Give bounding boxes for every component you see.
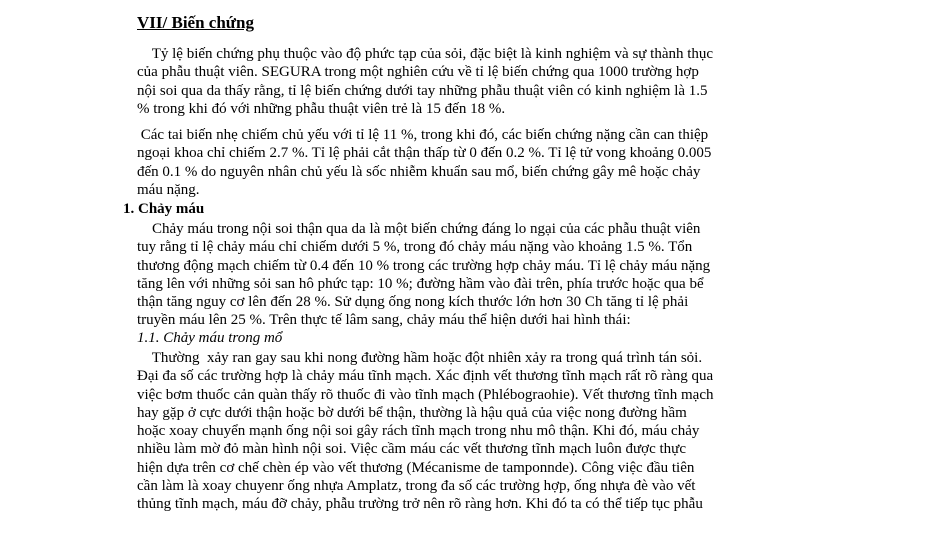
section-title-bleeding: 1. Chảy máu (123, 201, 205, 217)
text-line: Chảy máu trong nội soi thận qua da là một biến chứng đáng lo ngại của các phẫu thuật viên (137, 221, 701, 237)
section-heading: VII/ Biến chứng (137, 13, 254, 32)
text-line: thận tăng nguy cơ lên đến 28 %. Sử dụng ống nong kích thước lớn hơn 30 Ch tăng tỉ lệ phải (137, 294, 689, 311)
text-line: cần làm là xoay chuyenr ống nhựa Amplatz, trong đa số các trường hợp, ống nhựa đè vào vết (137, 478, 696, 495)
text-line: việc bơm thuốc cản quàn thấy rõ thuốc đi vào tĩnh mạch (Phlébograohie). Vết thương tĩnh mạch (137, 386, 714, 403)
text-line: Tỷ lệ biến chứng phụ thuộc vào độ phức tạp của sỏi, đặc biệt là kinh nghiệm và sự thành thục (137, 46, 714, 62)
subsection-title-intraoperative: 1.1. Chảy máu trong mổ (137, 330, 283, 346)
text-line: nhiều làm mờ đỏ màn hình nội soi. Việc cầm máu các vết thương tĩnh mạch luôn được thực (137, 441, 686, 458)
text-line: Đại đa số các trường hợp là chảy máu tĩnh mạch. Xác định vết thương tĩnh mạch rất rõ ràng qua (137, 368, 714, 385)
text-line: tăng lên với những sỏi san hô phức tạp: 10 %; đường hầm vào đài trên, phía trước hoặc qua bể (137, 275, 704, 292)
text-line: của phẫu thuật viên. SEGURA trong một nghiên cứu về tỉ lệ biến chứng qua 1000 trường hợp (137, 64, 699, 81)
text-line: Các tai biến nhẹ chiếm chủ yếu với tỉ lệ 11 %, trong khi đó, các biến chứng nặng cần can thiệp (137, 127, 709, 143)
text-line: truyền máu lên 25 %. Trên thực tế lâm sang, chảy máu thể hiện dưới hai hình thái: (137, 312, 631, 329)
text-line: thương động mạch chiếm từ 0.4 đến 10 % trong các trường hợp chảy máu. Tỉ lệ chảy máu nặng (137, 257, 711, 274)
paragraph-bleeding (137, 220, 807, 330)
text-line: ngoại khoa chỉ chiếm 2.7 %. Tỉ lệ phải cắt thận thấp từ 0 đến 0.2 %. Tỉ lệ tử vong khoảng 0.005 (137, 145, 712, 162)
text-line: nội soi qua da thấy rằng, tỉ lệ biến chứng dưới tay những phẫu thuật viên có kinh nghiệm là 1.5 (137, 82, 708, 99)
text-line: tuy rằng tỉ lệ chảy máu chỉ chiếm dưới 5 %, trong đó chảy máu nặng vào khoảng 1.5 %. Tổn (137, 239, 693, 256)
text-line: hiện dựa trên cơ chế chèn ép vào vết thương (Mécanisme de tamponnde). Công việc đầu tiên (137, 459, 695, 476)
text-line: hay gặp ở cực dưới thận hoặc bờ dưới bể thận, thường là hậu quả của việc nong đường hầm (137, 404, 687, 421)
paragraph-complications (137, 126, 807, 199)
paragraph-intraoperative (137, 349, 807, 514)
text-line: thủng tĩnh mạch, máu đỡ chảy, phẫu trường trở nên rõ ràng hơn. Khi đó ta có thể tiếp tục phẫu (137, 496, 703, 513)
text-line: đến 0.1 % do nguyên nhân chủ yếu là sốc nhiễm khuẩn sau mổ, biến chứng gây mê hoặc chảy (137, 163, 701, 180)
text-line: Thường xảy ran gay sau khi nong đường hầm hoặc đột nhiên xảy ra trong quá trình tán sỏi. (137, 350, 703, 366)
text-line: % trong khi đó với những phẫu thuật viên trẻ là 15 đến 18 %. (137, 100, 506, 117)
text-line: hoặc xoay chuyển mạnh ống nội soi gây rách tĩnh mạch trong nhu mô thận. Khi đó, máu chảy (137, 423, 700, 440)
paragraph-intro (137, 45, 807, 118)
text-line: máu nặng. (137, 181, 200, 198)
